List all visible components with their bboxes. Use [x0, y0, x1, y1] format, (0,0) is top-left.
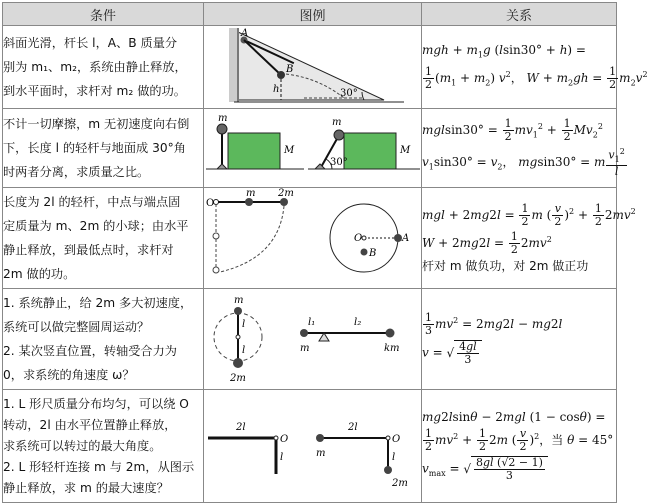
figure-cell — [204, 188, 422, 289]
equation-2b: $v_1\sin 30^\circ = v_2$， mgsin30° = m $\frac{v_1^2}{l}$ — [422, 146, 625, 179]
condition-cell: 1. 系统静止，给 2m 多大初速度， 系统可以做完整圆周运动？ 2. 某次竖直位置，转轴受合力为 0，求系统的角速度 ω？ — [3, 289, 204, 390]
vertical-rod-diagram — [204, 289, 422, 389]
figure-cell — [204, 26, 422, 109]
label-l2: l — [242, 345, 246, 356]
equation-3a: mgl + 2mg2l = $\frac{1}{2}$ m ( $\frac{v}{2}$ )$^2$ + $\frac{1}{2}$ $2mv^2$ — [422, 201, 636, 228]
equation-1a: mgh + $m_1g$ (lsin30° + h) = — [422, 43, 586, 60]
relation-cell — [422, 26, 648, 109]
equation-2a: mglsin30° = $\frac{1}{2}$ $mv_1^2$ + $\frac{1}{2}$ $Mv_2^2$ — [422, 116, 603, 143]
label-m1: m — [218, 113, 228, 124]
label-m-small: m — [300, 343, 310, 354]
label-2l-1: 2l — [236, 422, 246, 433]
equation-3b: W + 2mg2l = $\frac{1}{2}$ $2mv^2$ — [422, 229, 552, 256]
label-b: B — [369, 248, 377, 259]
label-o-2: O — [392, 434, 401, 445]
condition-cell: 长度为 2l 的轻杆，中点与端点固 定质量为 m、2m 的小球；由水平 静止释放，到最低点时，求杆对 2m 做的功。 — [3, 188, 204, 289]
table-row — [3, 390, 617, 503]
l-shape-diagram — [204, 390, 422, 502]
condition-cell: 1. L 形尺质量分布均匀，可以绕 O 转动，2l 由水平位置静止释放， 求系统可以转过的最大角度。 2. L 形轻杆连接 m 与 2m，从图示 静止释放，求 m 的最大速度？ — [3, 390, 204, 503]
table-row — [3, 188, 617, 289]
label-l-2: l — [392, 452, 396, 463]
equation-5a: mg2lsinθ − 2mgl (1 − cosθ) = — [422, 410, 606, 424]
label-o2: O — [354, 233, 363, 244]
header-row — [3, 3, 617, 26]
rotating-rod-diagram — [204, 188, 422, 288]
label-angle: 30° — [340, 88, 358, 99]
condition-cell: 不计一切摩擦，m 无初速度向右倒 下，长度 l 的轻杆与地面成 30°角 时两者分离，求质量之比。 — [3, 109, 204, 188]
equation-3c: 杆对 m 做负功，对 2m 做正功 — [422, 258, 589, 273]
label-l2-sub: l₂ — [354, 317, 362, 328]
header-relation: 关系 — [422, 3, 617, 26]
equation-5b: $\frac{1}{2}$ $mv^2$ + $\frac{1}{2}$ 2m ( $\frac{v}{2}$ )$^2$，当 θ = 45° — [425, 427, 614, 453]
equation-4b: v = √ $\frac{4gl}{3}$ — [422, 340, 616, 366]
relation-cell — [422, 109, 625, 188]
label-h: h — [273, 84, 280, 95]
table-row — [3, 109, 617, 188]
label-m: m — [234, 295, 244, 306]
block-rod-diagram — [204, 109, 422, 187]
label-l1-sub: l₁ — [308, 317, 316, 328]
figure-cell — [204, 289, 422, 390]
header-condition: 条件 — [3, 3, 204, 26]
label-l-1: l — [280, 452, 284, 463]
label-2m: 2m — [278, 188, 294, 199]
label-M2: M — [400, 145, 411, 156]
label-a: A — [241, 28, 249, 39]
label-m: m — [246, 188, 256, 199]
relation-cell — [422, 188, 636, 289]
label-angle: 30° — [330, 157, 348, 168]
equation-5c: $v_{max}$ = √ $\frac{8gl (√2 - 1)}{3}$ — [422, 456, 616, 482]
label-m: m — [316, 448, 326, 459]
label-2l-2: 2l — [348, 422, 358, 433]
physics-table — [2, 2, 648, 503]
label-2m: 2m — [230, 373, 246, 384]
figure-cell — [204, 109, 422, 188]
label-o-1: O — [280, 434, 289, 445]
label-2m: 2m — [392, 478, 408, 489]
relation-cell — [422, 390, 617, 503]
header-figure: 图例 — [204, 3, 422, 26]
label-km: km — [384, 343, 400, 354]
condition-cell: 斜面光滑，杆长 l，A、B 质量分 别为 m₁、m₂，系统由静止释放， 到水平面时，求杆对 m₂ 做的功。 — [3, 26, 204, 109]
equation-4a: $\frac{1}{3}$ $mv^2 = 2mg2l - mg2l$ — [425, 311, 563, 337]
label-o: O — [206, 198, 215, 209]
label-l1: l — [242, 319, 246, 330]
table-row — [3, 289, 617, 390]
label-a: A — [402, 233, 410, 244]
label-M1: M — [284, 145, 295, 156]
incline-diagram — [204, 26, 422, 108]
figure-cell — [204, 390, 422, 503]
label-b: B — [286, 64, 294, 75]
relation-cell — [422, 289, 617, 390]
label-m2: m — [332, 117, 342, 128]
equation-1b: $\frac{1}{2}$ $(m_1 + m_2)$ $v^2$， $W + m_2gh$ = $\frac{1}{2}$ $m_2v^2$ — [425, 64, 648, 91]
table-row — [3, 26, 617, 109]
